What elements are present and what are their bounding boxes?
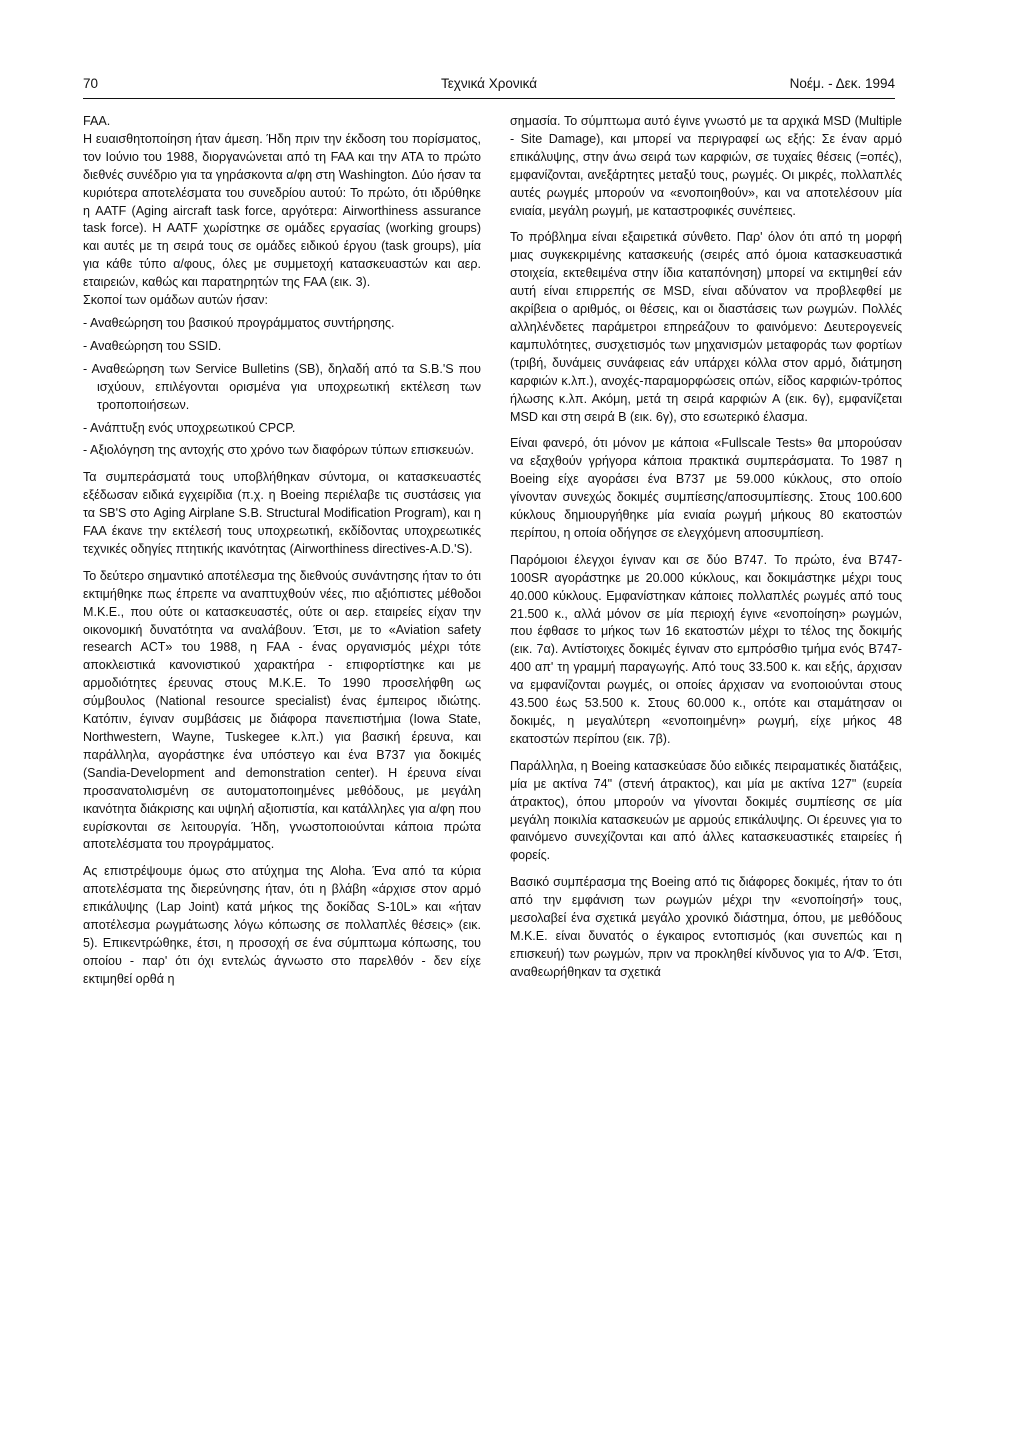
paragraph: Παρόμοιοι έλεγχοι έγιναν και σε δύο B747. Το πρώτο, ένα B747-100SR αγοράστηκε με 20.000 κύκλους, και δοκιμάστηκε μέχρι τους 40.000 κύκλους. Εμφανίστηκαν κάποιες πολλαπλές ρωγμές από τους 21.500 κ., αλλά μόνον σε μία περιοχή έγινε «ενοποίηση» ρωγμών, που έφθασε το μήκος των 16 εκατοστών μέχρι το τέλος της δοκιμής (εικ. 7α). Αντίστοιχες δοκιμές έγιναν στο εμπρόσθιο τμήμα ενός B747-400 απ' τη γραμμή παραγωγής. Από τους 33.500 κ. και εξής, άρχισαν να εμφανίζονται ρωγμές, οι οποίες άρχισαν να ενοποιούνται στους 43.500 έως 53.500 κ. Στους 60.000 κ., οπότε και σταμάτησαν οι δοκιμές, η μεγαλύτερη «ενοποιημένη» ρωγμή, είχε μήκος 48 εκατοστών περίπου (εικ. 7β). bbox=[510, 552, 902, 746]
paragraph: Τα συμπεράσματά τους υποβλήθηκαν σύντομα, οι κατασκευαστές εξέδωσαν ειδικά εγχειρίδια (π.χ. η Boeing περιέλαβε τις συστάσεις για τα SB'S στο Aging Airplane S.B. Structural Modification Program), και η FAA έκανε την εκτέλεσή τους υποχρεωτική, εκδίδοντας υποχρεωτικές τεχνικές οδηγίες πτητικής ικανότητας (Airworthiness directives-A.D.'S). bbox=[83, 470, 481, 556]
page-number: 70 bbox=[83, 76, 99, 91]
header-rule bbox=[83, 98, 895, 99]
paragraph: σημασία. Το σύμπτωμα αυτό έγινε γνωστό με τα αρχικά MSD (Multiple - Site Damage), και μπορεί να περιγραφεί ως εξής: Σε έναν αρμό επικάλυψης, στην άνω σειρά των καρφιών, σε τυχαίες θέσεις (=οπές), εμφανίζονται, ανεξάρτητες μεταξύ τους, ρωγμές. Οι μικρές, πολλαπλές αυτές ρωγμές μπορούν να «ενοποιηθούν», και να αποτελέσουν μία ενιαία, μεγάλη ρωγμή, με καταστροφικές συνέπειες. bbox=[510, 114, 902, 218]
list-item: - Αναθεώρηση του βασικού προγράμματος συντήρησης. bbox=[83, 315, 395, 330]
journal-title: Τεχνικά Χρονικά bbox=[440, 76, 538, 91]
list-item: - Αναθεώρηση των Service Bulletins (SB), δηλαδή από τα S.B.'S που ισχύουν, επιλέγονται ορισμένα για υποχρεωτική εκτέλεση των τροποποιήσεων. bbox=[83, 361, 481, 412]
list-item: - Αναθεώρηση του SSID. bbox=[83, 338, 222, 353]
right-column bbox=[510, 113, 902, 991]
list-item: - Ανάπτυξη ενός υποχρεωτικού CPCP. bbox=[83, 420, 296, 435]
paragraph: Το δεύτερο σημαντικό αποτέλεσμα της διεθνούς συνάντησης ήταν το ότι εκτιμήθηκε πως έπρεπε να αναπτυχθούν νέες, πιο αξιόπιστες μέθοδοι Μ.Κ.Ε., που ούτε οι κατασκευαστές, ούτε οι αερ. εταιρείες είχαν την οικονομική δυνατότητα να αναλάβουν. Έτσι, με το «Aviation safety research ACT» του 1988, η FAA - ένας οργανισμός μέχρι τότε αποκλειστικά κανονιστικού χαρακτήρα - επιφορτίστηκε και με αρμοδιότητες έρευνας στους Μ.Κ.Ε. Το 1990 προσελήφθη ως σύμβουλος (National resource specialist) ένας έμπειρος ιδιώτης. Κατόπιν, έγιναν συμβάσεις με διάφορα πανεπιστήμια (Iowa State, Northwestern, Wayne, Tuskegee κ.λπ.) για βασική έρευνα, και παράλληλα, αγοράστηκε ένα υπόστεγο και ένα B737 για δοκιμές (Sandia-Development and demonstration center). Η έρευνα είναι προσανατολισμένη σε αυτοματοποιημένες μεθόδους, με μεγάλη ικανότητα διάκρισης και υψηλή αξιοπιστία, και κατάλληλες για α/φη που ευρίσκονται σε λειτουργία. Ήδη, γνωστοποιούνται κάποια πρώτα αποτελέσματα του προγράμματος. bbox=[83, 568, 481, 852]
paragraph: Η ευαισθητοποίηση ήταν άμεση. Ήδη πριν την έκδοση του πορίσματος, τον Ιούνιο του 1988, διοργανώνεται από τη FAA και την ATA το πρώτο διεθνές συνέδριο για τα γηράσκοντα α/φη στη Washington. Δύο ήσαν τα κυριότερα αποτελέσματα του συνεδρίου αυτού: Το πρώτο, ότι ιδρύθηκε η AATF (Aging aircraft task force, αργότερα: Airworthiness assurance task force). Η AATF χωρίστηκε σε ομάδες εργασίας (working groups) και αυτές με τη σειρά τους σε ομάδες ειδικού έργου (task groups), μία για κάθε τύπο α/φους, όλες με συμμετοχή κατασκευαστών και αερ. εταιρειών, καθώς και παρατηρητών της FAA (εικ. 3). bbox=[83, 131, 481, 290]
paragraph: Παράλληλα, η Boeing κατασκεύασε δύο ειδικές πειραματικές διατάξεις, μία με ακτίνα 74" (στενή άτρακτος), και μία με ακτίνα 127" (ευρεία άτρακτος), όπου μπορούν να γίνονται δοκιμές συμπίεσης σε μία μεγάλη ποικιλία κατασκευών με αρμούς επικάλυψης. Οι έρευνες για το φαινόμενο συνεχίζονται και από άλλες κατασκευαστικές εταιρείες ή φορείς. bbox=[510, 758, 902, 863]
paragraph: Βασικό συμπέρασμα της Boeing από τις διάφορες δοκιμές, ήταν το ότι από την εμφάνιση των ρωγμών μέχρι την «ενοποίησή» τους, μεσολαβεί ένα σχετικά μεγάλο χρονικό διάστημα, όπου, με μεθόδους Μ.Κ.Ε. είναι δυνατός ο έγκαιρος εντοπισμός (και συνεπώς και η επισκευή) των ρωγμών, πριν να προκληθεί κίνδυνος για το Α/Φ. Έτσι, αναθεωρήθηκαν τα σχετικά bbox=[510, 875, 902, 979]
issue-date: Νοέμ. - Δεκ. 1994 bbox=[789, 76, 895, 91]
left-column bbox=[83, 113, 481, 998]
running-header bbox=[83, 76, 895, 98]
paragraph: Το πρόβλημα είναι εξαιρετικά σύνθετο. Παρ' όλον ότι από τη μορφή μιας συγκεκριμένης κατασκευής (σειρές από όμοια κατασκευαστικά στοιχεία, εκτεθειμένα στην ίδια καταπόνηση) μπορεί να εκτιμηθεί εάν αυτή είναι επιρρεπής σε MSD, είναι αδύνατον να προβλεφθεί με ακρίβεια ο αριθμός, οι θέσεις, και οι διαστάσεις των ρωγμών. Πολλές αλληλένδετες παράμετροι επηρεάζουν το φαινόμενο: Δευτερογενείς καμπυλότητες, συσχετισμός των μηχανισμών μεταφοράς των φορτίων (τριβή, δυνάμεις συνάφειας εάν υπάρχει κόλλα στον αρμό, διάτμηση καρφιών κ.λπ.), ανοχές-παραμορφώσεις οπών, είδος καρφιών-τρόπος ήλωσης κ.λπ. Ακόμη, μετά τη σειρά καρφιών A (εικ. 6γ), εμφανίζεται MSD και στη σειρά B (εικ. 6γ), στο εσωτερικό έλασμα. bbox=[510, 230, 902, 424]
list-item: - Αξιολόγηση της αντοχής στο χρόνο των διαφόρων τύπων επισκευών. bbox=[83, 443, 475, 458]
paragraph: Είναι φανερό, ότι μόνον με κάποια «Fullscale Tests» θα μπορούσαν να εξαχθούν γρήγορα κάποια πρακτικά συμπεράσματα. Το 1987 η Boeing είχε αγοράσει ένα B737 με 59.000 κύκλους, στο οποίο γίνονταν συνεχώς δοκιμές συμπίεσης/αποσυμπίεσης. Στους 100.600 κύκλους δημιουργήθηκε μία ενιαία ρωγμή μήκους 80 εκατοστών περίπου, η οποία οδήγησε σε ελεγχόμενη αποσυμπίεση. bbox=[510, 436, 902, 540]
paragraph: Ας επιστρέψουμε όμως στο ατύχημα της Aloha. Ένα από τα κύρια αποτελέσματα της διερεύνησης ήταν, ότι η βλάβη «άρχισε στον αρμό επικάλυψης (Lap Joint) κατά μήκος της δοκίδας S-10L» και «ήταν αποτέλεσμα ρωγμάτωσης λόγω κόπωσης σε πολλαπλές θέσεις» (εικ. 5). Επικεντρώθηκε, έτσι, η προσοχή σε ένα σύμπτωμα κόπωσης, του οποίου - παρ' ότι όχι εντελώς άγνωστο στο παρελθόν - δεν είχε εκτιμηθεί ορθά η bbox=[83, 864, 481, 986]
paragraph: FAA. bbox=[83, 114, 111, 128]
paragraph: Σκοποί των ομάδων αυτών ήσαν: bbox=[83, 293, 268, 308]
